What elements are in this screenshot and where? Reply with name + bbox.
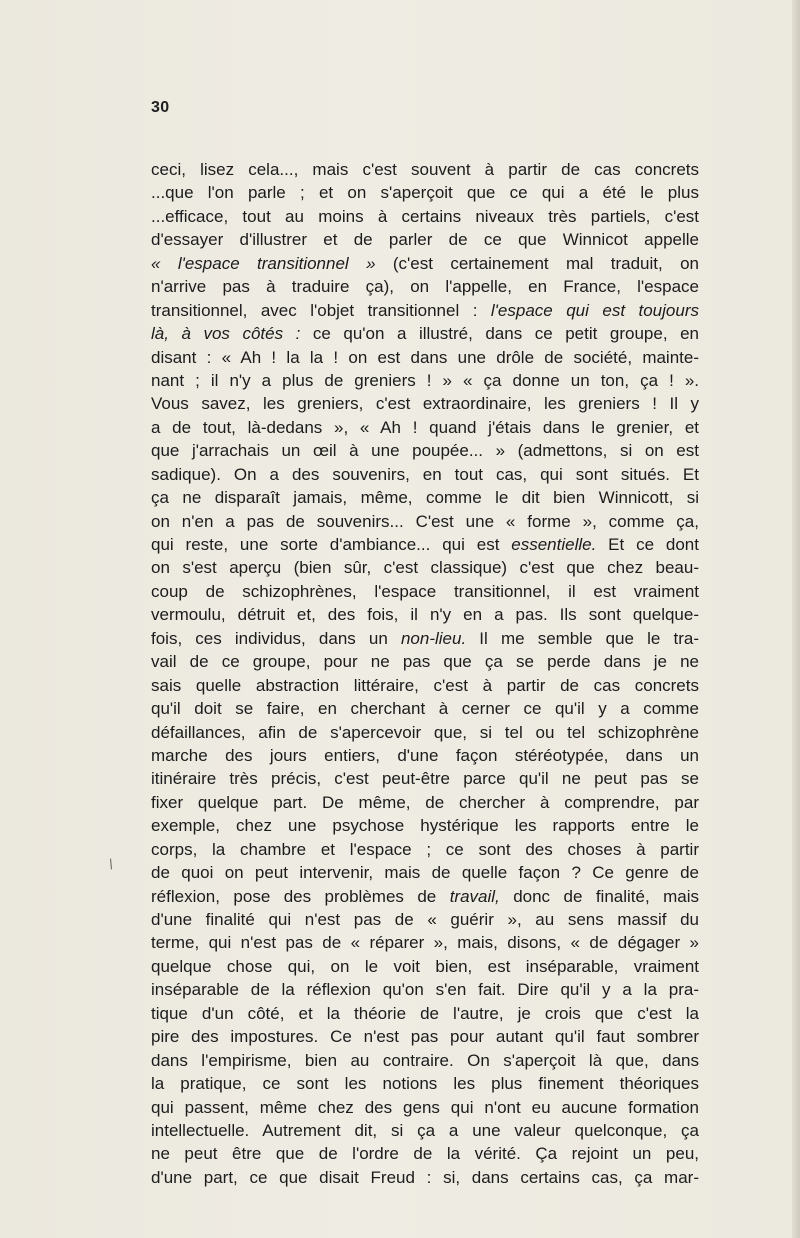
text-line: d'une finalité qui n'est pas de « guérir », au sens massif du — [151, 910, 699, 929]
text-line: d'essayer d'illustrer et de parler de ce que Winnicot appelle — [151, 230, 699, 250]
text-line: itinéraire très précis, c'est peut-être parce qu'il ne peut pas se — [151, 769, 699, 789]
text-line: vail de ce groupe, pour ne pas que ça se perde dans je ne — [151, 652, 699, 672]
italic-text: non-lieu. — [400, 628, 467, 648]
text-line: vermoulu, détruit et, des fois, il n'y en a pas. Ils sont quelque- — [151, 605, 699, 625]
text-line: exemple, chez une psychose hystérique les rapports entre le — [151, 816, 699, 836]
text-line — [151, 299, 699, 322]
text-line: terme, qui n'est pas de « réparer », mais, disons, « de dégager » — [151, 933, 699, 953]
text-line: ça ne disparaît jamais, même, comme le dit bien Winnicott, si — [151, 488, 699, 508]
italic-text: travail, — [449, 886, 500, 906]
text-segment: ce qu'on a illustré, dans ce petit groupe, en — [300, 324, 699, 344]
text-line: coup de schizophrènes, l'espace transitionnel, il est vraiment — [151, 581, 699, 601]
text-line: sais quelle abstraction littéraire, c'est à partir de cas concrets — [151, 675, 699, 695]
text-line: pire des impostures. Ce n'est pas pour autant qu'il faut sombrer — [151, 1027, 699, 1047]
text-line: Vous savez, les greniers, c'est extraordinaire, les greniers ! Il y — [151, 394, 699, 414]
text-line — [151, 252, 699, 275]
text-segment: Il me semble que le tra- — [466, 628, 699, 648]
italic-text: « l'espace transitionnel » — [151, 253, 376, 273]
text-line: que j'arrachais un œil à une poupée... » (admettons, si on est — [151, 441, 699, 461]
text-line: on n'en a pas de souvenirs... C'est une « forme », comme ça, — [151, 511, 699, 531]
text-segment: qui reste, une sorte d'ambiance... qui est — [151, 535, 512, 554]
page-number: 30 — [151, 99, 170, 116]
text-line: corps, la chambre et l'espace ; ce sont des choses à partir — [151, 839, 699, 859]
text-line: marche des jours entiers, d'une façon stéréotypée, dans un — [151, 745, 699, 765]
text-line — [151, 885, 699, 908]
italic-text: l'espace qui est toujours — [490, 300, 699, 320]
text-line — [151, 627, 699, 650]
text-line — [151, 533, 699, 556]
page-edge — [792, 0, 800, 1238]
text-line: ne peut être que de l'ordre de la vérité. Ça rejoint un peu, — [151, 1144, 699, 1164]
text-line: on s'est aperçu (bien sûr, c'est classique) c'est que chez beau- — [151, 558, 699, 578]
text-line: ceci, lisez cela..., mais c'est souvent à partir de cas concrets — [151, 160, 699, 179]
text-line: qui passent, même chez des gens qui n'ont eu aucune formation — [151, 1097, 699, 1117]
text-line: disant : « Ah ! la la ! on est dans une drôle de société, mainte- — [151, 347, 699, 367]
italic-text: essentielle. — [511, 535, 597, 554]
text-line: nant ; il n'y a plus de greniers ! » « ça donne un ton, ça ! ». — [151, 370, 699, 390]
text-line: de quoi on peut intervenir, mais de quelle façon ? Ce genre de — [151, 863, 699, 883]
text-segment: donc de finalité, mais — [499, 886, 699, 906]
text-line: dans l'empirisme, bien au contraire. On s'aperçoit là que, dans — [151, 1050, 699, 1070]
text-line: d'une part, ce que disait Freud : si, dans certains cas, ça mar- — [151, 1167, 699, 1187]
text-line: inséparable de la réflexion qu'on s'en fait. Dire qu'il y a la pra- — [151, 980, 699, 1000]
text-line: défaillances, afin de s'apercevoir que, si tel ou tel schizophrène — [151, 722, 699, 742]
text-segment: transitionnel, avec l'objet transitionnel : — [151, 300, 491, 320]
text-line: n'arrive pas à traduire ça), on l'appelle, en France, l'espace — [151, 277, 699, 297]
text-line: ...que l'on parle ; et on s'aperçoit que ce qui a été le plus — [151, 183, 699, 203]
text-line: intellectuelle. Autrement dit, si ça a une valeur quelconque, ça — [151, 1120, 699, 1140]
text-line — [151, 322, 699, 345]
text-line: la pratique, ce sont les notions les plus finement théoriques — [151, 1074, 699, 1094]
text-segment: fois, ces individus, dans un — [151, 628, 401, 648]
text-line: sadique). On a des souvenirs, en tout cas, qui sont situés. Et — [151, 464, 699, 484]
text-line: qu'il doit se faire, en cherchant à cerner ce qu'il y a comme — [151, 699, 699, 719]
text-segment: Et ce dont — [596, 535, 699, 554]
italic-text: là, à vos côtés : — [151, 324, 301, 344]
text-line: a de tout, là-dedans », « Ah ! quand j'étais dans le grenier, et — [151, 417, 699, 437]
margin-mark: / — [106, 855, 116, 873]
text-segment: (c'est certainement mal traduit, on — [375, 253, 699, 273]
text-line: quelque chose qui, on le voit bien, est inséparable, vraiment — [151, 956, 699, 976]
text-line: tique d'un côté, et la théorie de l'autre, je crois que c'est la — [151, 1003, 699, 1023]
text-line: ...efficace, tout au moins à certains niveaux très partiels, c'est — [151, 206, 699, 226]
body-text — [151, 158, 699, 1189]
text-line: fixer quelque part. De même, de chercher à comprendre, par — [151, 792, 699, 812]
text-segment: réflexion, pose des problèmes de — [151, 886, 450, 906]
